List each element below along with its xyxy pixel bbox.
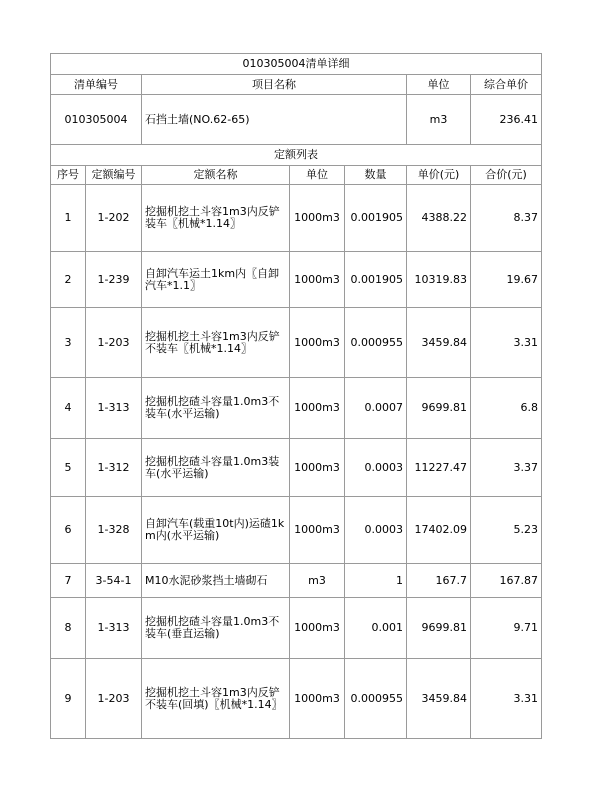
row-code: 1-239 bbox=[86, 252, 142, 308]
table-row bbox=[51, 564, 542, 598]
header-name: 项目名称 bbox=[142, 75, 407, 95]
row-price: 9699.81 bbox=[407, 598, 471, 659]
row-qty: 0.001905 bbox=[345, 252, 407, 308]
row-unit: 1000m3 bbox=[290, 439, 345, 497]
header-price: 综合单价 bbox=[471, 75, 542, 95]
row-no: 9 bbox=[51, 659, 86, 739]
row-name: 自卸汽车(载重10t内)运碴1km内(水平运输) bbox=[142, 497, 290, 564]
row-price: 3459.84 bbox=[407, 308, 471, 378]
table-row bbox=[51, 185, 542, 252]
row-total: 3.31 bbox=[471, 659, 542, 739]
row-no: 1 bbox=[51, 185, 86, 252]
row-no: 5 bbox=[51, 439, 86, 497]
quota-title-row bbox=[51, 145, 542, 166]
table-row bbox=[51, 308, 542, 378]
row-name: 挖掘机挖碴斗容量1.0m3不装车(垂直运输) bbox=[142, 598, 290, 659]
row-code: 1-203 bbox=[86, 308, 142, 378]
row-unit: 1000m3 bbox=[290, 659, 345, 739]
table-row bbox=[51, 378, 542, 439]
sheet-title: 010305004清单详细 bbox=[51, 54, 542, 75]
row-total: 9.71 bbox=[471, 598, 542, 659]
row-code: 1-203 bbox=[86, 659, 142, 739]
col-code: 定额编号 bbox=[86, 166, 142, 185]
summary-row bbox=[51, 95, 542, 145]
row-no: 4 bbox=[51, 378, 86, 439]
quota-header-row bbox=[51, 166, 542, 185]
row-no: 8 bbox=[51, 598, 86, 659]
row-no: 3 bbox=[51, 308, 86, 378]
row-name: 挖掘机挖碴斗容量1.0m3装车(水平运输) bbox=[142, 439, 290, 497]
row-total: 19.67 bbox=[471, 252, 542, 308]
row-unit: 1000m3 bbox=[290, 598, 345, 659]
row-code: 1-313 bbox=[86, 378, 142, 439]
row-unit: 1000m3 bbox=[290, 378, 345, 439]
row-total: 3.31 bbox=[471, 308, 542, 378]
item-code: 010305004 bbox=[51, 95, 142, 145]
col-unit: 单位 bbox=[290, 166, 345, 185]
row-name: 挖掘机挖碴斗容量1.0m3不装车(水平运输) bbox=[142, 378, 290, 439]
row-total: 8.37 bbox=[471, 185, 542, 252]
row-price: 10319.83 bbox=[407, 252, 471, 308]
row-total: 5.23 bbox=[471, 497, 542, 564]
row-price: 9699.81 bbox=[407, 378, 471, 439]
row-unit: 1000m3 bbox=[290, 252, 345, 308]
table-row bbox=[51, 252, 542, 308]
row-price: 167.7 bbox=[407, 564, 471, 598]
row-qty: 1 bbox=[345, 564, 407, 598]
col-price: 单价(元) bbox=[407, 166, 471, 185]
item-price: 236.41 bbox=[471, 95, 542, 145]
row-qty: 0.001 bbox=[345, 598, 407, 659]
item-name: 石挡土墙(NO.62-65) bbox=[142, 95, 407, 145]
col-no: 序号 bbox=[51, 166, 86, 185]
header-unit: 单位 bbox=[407, 75, 471, 95]
row-price: 3459.84 bbox=[407, 659, 471, 739]
bill-detail-sheet bbox=[50, 53, 541, 739]
bill-table bbox=[50, 53, 542, 739]
row-no: 7 bbox=[51, 564, 86, 598]
col-name: 定额名称 bbox=[142, 166, 290, 185]
row-name: 自卸汽车运土1km内〖自卸汽车*1.1〗 bbox=[142, 252, 290, 308]
row-code: 1-313 bbox=[86, 598, 142, 659]
table-row bbox=[51, 659, 542, 739]
row-qty: 0.000955 bbox=[345, 308, 407, 378]
row-total: 3.37 bbox=[471, 439, 542, 497]
row-name: 挖掘机挖土斗容1m3内反铲不装车〖机械*1.14〗 bbox=[142, 308, 290, 378]
row-total: 6.8 bbox=[471, 378, 542, 439]
row-code: 1-312 bbox=[86, 439, 142, 497]
row-name: M10水泥砂浆挡土墙砌石 bbox=[142, 564, 290, 598]
row-qty: 0.001905 bbox=[345, 185, 407, 252]
row-qty: 0.0003 bbox=[345, 497, 407, 564]
row-name: 挖掘机挖土斗容1m3内反铲装车〖机械*1.14〗 bbox=[142, 185, 290, 252]
quota-title: 定额列表 bbox=[51, 145, 542, 166]
table-row bbox=[51, 497, 542, 564]
title-row bbox=[51, 54, 542, 75]
row-name: 挖掘机挖土斗容1m3内反铲不装车(回填)〖机械*1.14〗 bbox=[142, 659, 290, 739]
row-price: 4388.22 bbox=[407, 185, 471, 252]
row-code: 3-54-1 bbox=[86, 564, 142, 598]
item-unit: m3 bbox=[407, 95, 471, 145]
row-total: 167.87 bbox=[471, 564, 542, 598]
row-code: 1-202 bbox=[86, 185, 142, 252]
row-unit: 1000m3 bbox=[290, 185, 345, 252]
summary-header-row bbox=[51, 75, 542, 95]
row-qty: 0.0003 bbox=[345, 439, 407, 497]
row-price: 11227.47 bbox=[407, 439, 471, 497]
col-total: 合价(元) bbox=[471, 166, 542, 185]
header-code: 清单编号 bbox=[51, 75, 142, 95]
row-code: 1-328 bbox=[86, 497, 142, 564]
row-no: 2 bbox=[51, 252, 86, 308]
row-qty: 0.000955 bbox=[345, 659, 407, 739]
row-unit: m3 bbox=[290, 564, 345, 598]
row-unit: 1000m3 bbox=[290, 497, 345, 564]
row-unit: 1000m3 bbox=[290, 308, 345, 378]
table-row bbox=[51, 439, 542, 497]
row-qty: 0.0007 bbox=[345, 378, 407, 439]
row-no: 6 bbox=[51, 497, 86, 564]
col-qty: 数量 bbox=[345, 166, 407, 185]
table-row bbox=[51, 598, 542, 659]
row-price: 17402.09 bbox=[407, 497, 471, 564]
